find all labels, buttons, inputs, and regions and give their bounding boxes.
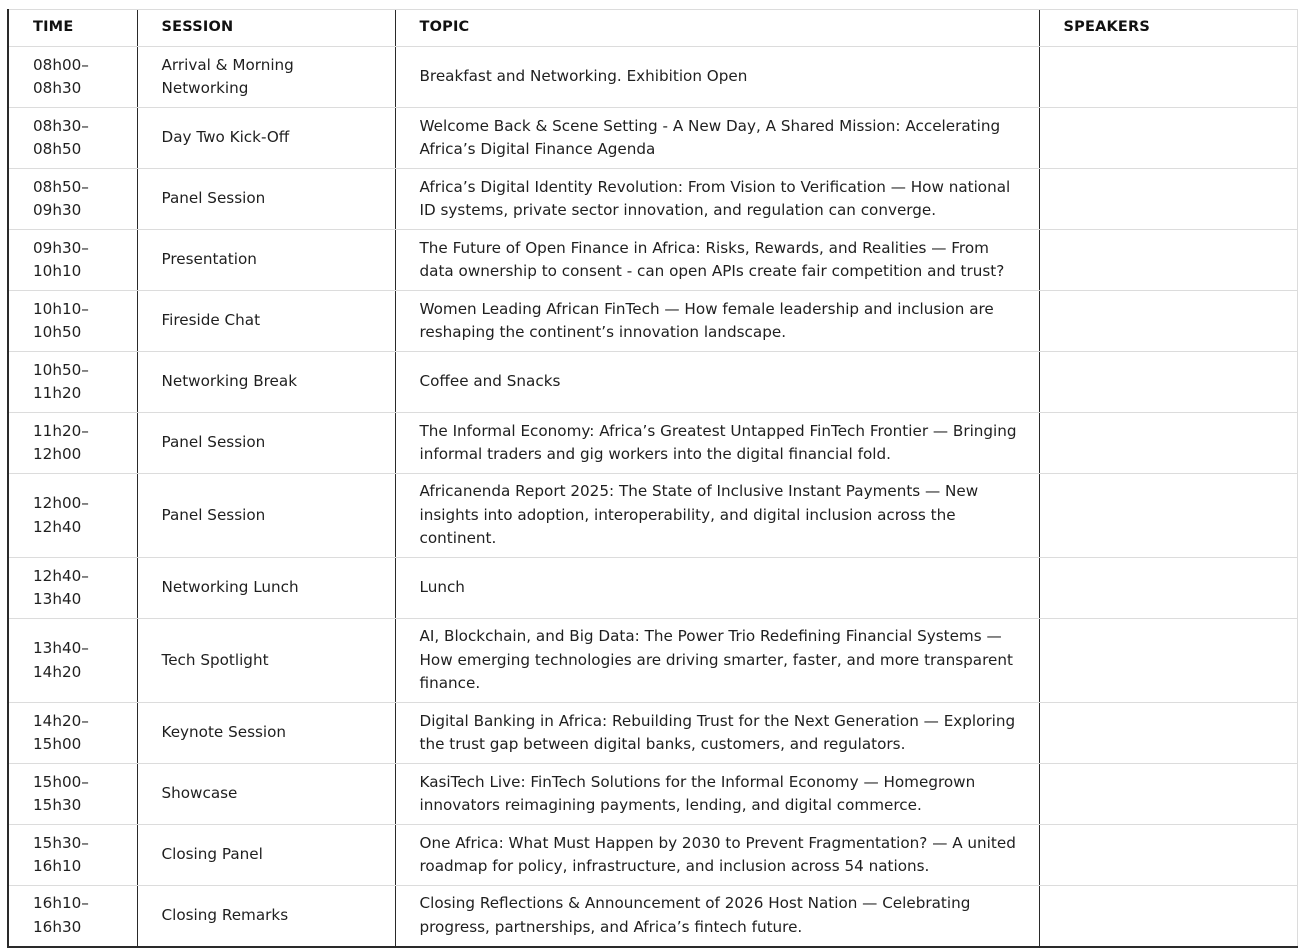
time-start: 08h00–	[33, 55, 89, 74]
time-start: 13h40–	[33, 639, 89, 657]
session-cell: Panel Session	[137, 474, 395, 558]
session-cell: Closing Panel	[137, 825, 395, 886]
speakers-cell	[1039, 413, 1297, 474]
time-start: 08h50–	[33, 177, 89, 196]
header-speakers: SPEAKERS	[1039, 10, 1297, 47]
time-end: 16h10	[33, 857, 82, 875]
agenda-row	[8, 558, 1297, 619]
agenda-row	[8, 474, 1297, 558]
agenda-row	[8, 169, 1297, 230]
time-end: 10h10	[33, 262, 82, 280]
time-cell	[8, 108, 137, 169]
session-cell: Networking Lunch	[137, 558, 395, 619]
time-end: 14h20	[33, 662, 82, 681]
speakers-cell	[1039, 230, 1297, 291]
topic-cell: Lunch	[395, 558, 1039, 619]
topic-cell: The Future of Open Finance in Africa: Risks, Rewards, and Realities — From data ownership to consent - can open APIs create fair competition and trust?	[395, 230, 1039, 291]
speakers-cell	[1039, 474, 1297, 558]
time-cell	[8, 169, 137, 230]
session-cell: Networking Break	[137, 352, 395, 413]
time-end: 11h20	[33, 384, 82, 402]
time-start: 15h30–	[33, 833, 89, 852]
topic-cell: One Africa: What Must Happen by 2030 to Prevent Fragmentation? — A united roadmap for policy, infrastructure, and inclusion across 54 nations.	[395, 825, 1039, 886]
time-end: 12h40	[33, 517, 82, 536]
speakers-cell	[1039, 352, 1297, 413]
speakers-cell	[1039, 169, 1297, 230]
agenda-row	[8, 886, 1297, 947]
time-start: 12h40–	[33, 566, 89, 585]
time-cell	[8, 230, 137, 291]
topic-cell: Africa’s Digital Identity Revolution: From Vision to Verification — How national ID systems, private sector innovation, and regulation can converge.	[395, 169, 1039, 230]
time-start: 10h10–	[33, 299, 89, 318]
speakers-cell	[1039, 558, 1297, 619]
topic-cell: Women Leading African FinTech — How female leadership and inclusion are reshaping the continent’s innovation landscape.	[395, 291, 1039, 352]
session-cell: Arrival & Morning Networking	[137, 47, 395, 108]
topic-cell: Breakfast and Networking. Exhibition Open	[395, 47, 1039, 108]
topic-cell: Digital Banking in Africa: Rebuilding Trust for the Next Generation — Exploring the trust gap between digital banks, customers, and regulators.	[395, 703, 1039, 764]
time-start: 11h20–	[33, 421, 89, 440]
time-cell	[8, 352, 137, 413]
session-cell: Closing Remarks	[137, 886, 395, 947]
agenda-row	[8, 413, 1297, 474]
header-session: SESSION	[137, 10, 395, 47]
topic-cell: AI, Blockchain, and Big Data: The Power Trio Redefining Financial Systems — How emerging technologies are driving smarter, faster, and more transparent finance.	[395, 619, 1039, 703]
time-end: 09h30	[33, 201, 82, 219]
topic-cell: The Informal Economy: Africa’s Greatest Untapped FinTech Frontier — Bringing informal traders and gig workers into the digital financial fold.	[395, 413, 1039, 474]
agenda-row	[8, 108, 1297, 169]
speakers-cell	[1039, 108, 1297, 169]
agenda-row	[8, 291, 1297, 352]
session-cell: Fireside Chat	[137, 291, 395, 352]
time-cell	[8, 413, 137, 474]
time-start: 16h10–	[33, 894, 89, 913]
speakers-cell	[1039, 619, 1297, 703]
time-cell	[8, 291, 137, 352]
session-cell: Showcase	[137, 764, 395, 825]
topic-cell: Africanenda Report 2025: The State of Inclusive Instant Payments — New insights into adoption, interoperability, and digital inclusion across the continent.	[395, 474, 1039, 558]
time-cell	[8, 825, 137, 886]
time-end: 13h40	[33, 590, 82, 608]
speakers-cell	[1039, 47, 1297, 108]
agenda-row	[8, 825, 1297, 886]
session-cell: Presentation	[137, 230, 395, 291]
time-end: 15h00	[33, 735, 82, 753]
time-end: 15h30	[33, 796, 82, 814]
topic-cell: Welcome Back & Scene Setting - A New Day, A Shared Mission: Accelerating Africa’s Digital Finance Agenda	[395, 108, 1039, 169]
time-start: 14h20–	[33, 711, 89, 730]
session-cell: Keynote Session	[137, 703, 395, 764]
header-row	[8, 10, 1297, 47]
speakers-cell	[1039, 764, 1297, 825]
speakers-cell	[1039, 291, 1297, 352]
agenda-row	[8, 47, 1297, 108]
time-cell	[8, 886, 137, 947]
header-time: TIME	[8, 10, 137, 47]
agenda-row	[8, 703, 1297, 764]
time-end: 08h50	[33, 140, 82, 158]
session-cell: Panel Session	[137, 169, 395, 230]
time-cell	[8, 474, 137, 558]
time-end: 16h30	[33, 917, 82, 936]
time-start: 08h30–	[33, 116, 89, 135]
time-cell	[8, 703, 137, 764]
session-cell: Tech Spotlight	[137, 619, 395, 703]
time-end: 08h30	[33, 79, 82, 97]
time-start: 09h30–	[33, 238, 89, 257]
speakers-cell	[1039, 886, 1297, 947]
time-start: 10h50–	[33, 360, 89, 379]
time-end: 10h50	[33, 323, 82, 341]
time-start: 12h00–	[33, 494, 89, 512]
time-start: 15h00–	[33, 772, 89, 791]
agenda-row	[8, 352, 1297, 413]
session-cell: Panel Session	[137, 413, 395, 474]
session-cell: Day Two Kick-Off	[137, 108, 395, 169]
agenda-row	[8, 230, 1297, 291]
speakers-cell	[1039, 825, 1297, 886]
speakers-cell	[1039, 703, 1297, 764]
agenda-row	[8, 619, 1297, 703]
agenda-table	[7, 9, 1298, 948]
header-topic: TOPIC	[395, 10, 1039, 47]
time-cell	[8, 619, 137, 703]
topic-cell: Closing Reflections & Announcement of 2026 Host Nation — Celebrating progress, partnerships, and Africa’s fintech future.	[395, 886, 1039, 947]
agenda-row	[8, 764, 1297, 825]
topic-cell: Coffee and Snacks	[395, 352, 1039, 413]
time-end: 12h00	[33, 445, 82, 463]
time-cell	[8, 764, 137, 825]
topic-cell: KasiTech Live: FinTech Solutions for the Informal Economy — Homegrown innovators reimagining payments, lending, and digital commerce.	[395, 764, 1039, 825]
time-cell	[8, 558, 137, 619]
time-cell	[8, 47, 137, 108]
